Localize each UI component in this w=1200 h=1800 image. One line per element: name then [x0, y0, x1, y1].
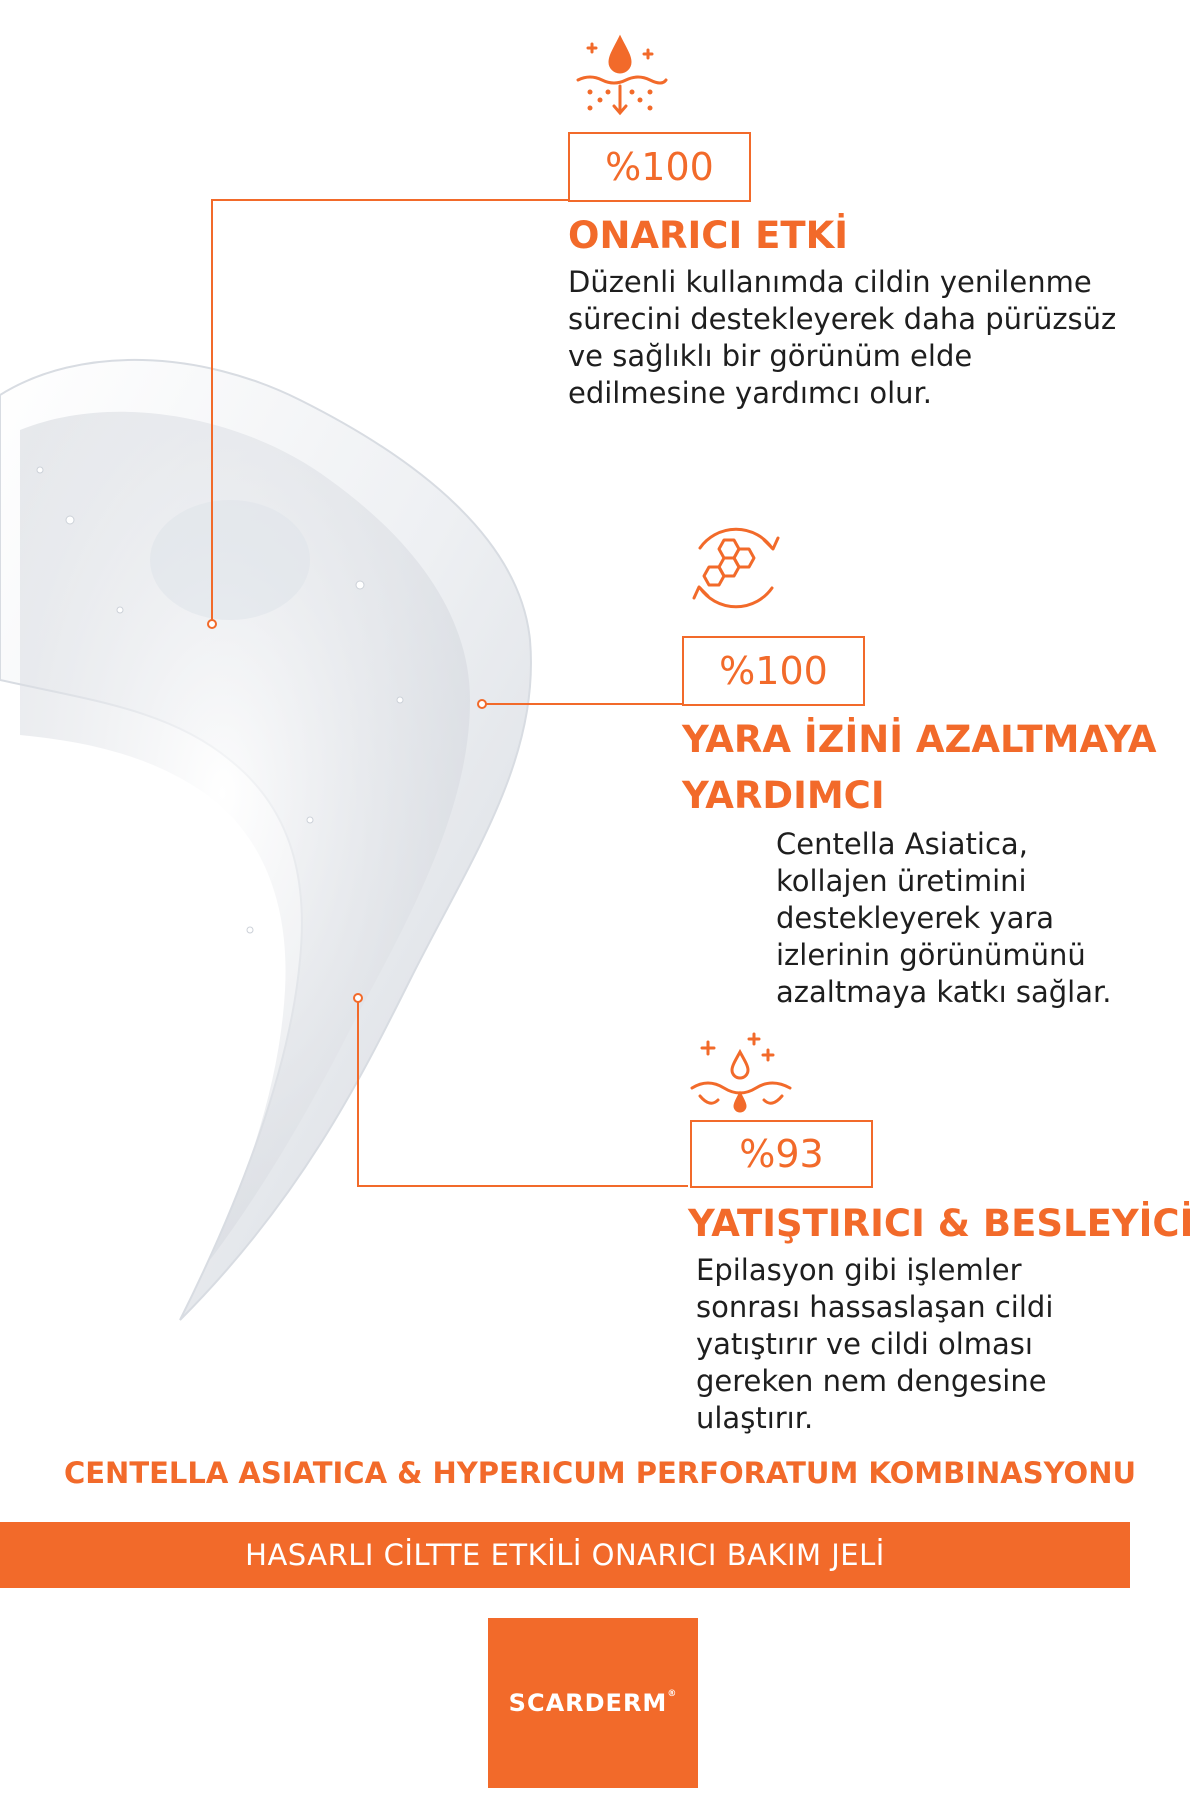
- text-line: azaltmaya katkı sağlar.: [776, 975, 1112, 1009]
- combination-heading: CENTELLA ASIATICA & HYPERICUM PERFORATUM KOMBINASYONU: [63, 1456, 1137, 1490]
- text-line: edilmesine yardımcı olur.: [568, 376, 933, 410]
- text-line: yatıştırır ve cildi olması: [696, 1327, 1033, 1361]
- text-line: Centella Asiatica,: [776, 827, 1028, 861]
- percent-badge-3: %93: [690, 1120, 873, 1188]
- connector-dot-3: [354, 994, 362, 1002]
- title-line: YARDIMCI: [682, 774, 885, 817]
- text-line: izlerinin görünümünü: [776, 938, 1086, 972]
- text-line: Düzenli kullanımda cildin yenilenme: [568, 265, 1092, 299]
- text-line: destekleyerek yara: [776, 901, 1055, 935]
- brand-name: SCARDERM®: [508, 1689, 678, 1717]
- feature-title-3: YATIŞTIRICI & BESLEYİCİ: [688, 1202, 1194, 1245]
- brand-logo: [488, 1618, 698, 1788]
- skin-repair-drop-icon: [570, 30, 670, 120]
- percent-badge-1: %100: [568, 132, 751, 202]
- text-line: ulaştırır.: [696, 1401, 814, 1435]
- text-line: Epilasyon gibi işlemler: [696, 1253, 1022, 1287]
- connector-dot-1: [208, 620, 216, 628]
- feature-title-2: [682, 712, 1156, 824]
- text-line: ve sağlıklı bir görünüm elde: [568, 339, 973, 373]
- feature-text-1: [568, 264, 1116, 412]
- feature-text-3: [696, 1252, 1053, 1437]
- text-line: kollajen üretimini: [776, 864, 1027, 898]
- text-line: gereken nem dengesine: [696, 1364, 1047, 1398]
- percent-badge-2: %100: [682, 636, 865, 706]
- soothing-sparkle-drop-icon: [688, 1030, 794, 1120]
- text-line: sonrası hassaslaşan cildi: [696, 1290, 1054, 1324]
- connector-dot-2: [478, 700, 486, 708]
- title-line: YARA İZİNİ AZALTMAYA: [682, 718, 1157, 761]
- feature-text-2: [776, 826, 1111, 1011]
- collagen-hexagon-cycle-icon: [678, 518, 794, 618]
- feature-title-1: ONARICI ETKİ: [568, 214, 849, 257]
- text-line: sürecini destekleyerek daha pürüzsüz: [568, 302, 1117, 336]
- product-banner: HASARLI CİLTTE ETKİLİ ONARICI BAKIM JELİ: [0, 1522, 1130, 1588]
